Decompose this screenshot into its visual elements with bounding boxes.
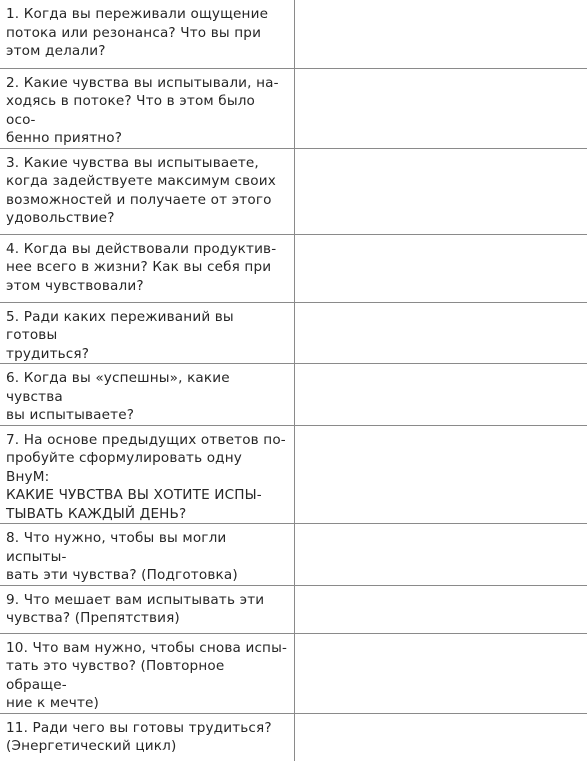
question-cell <box>0 68 295 148</box>
question-text: 7. На основе предыдущих ответов по- пробуйте сформулировать одну ВнуМ: КАКИЕ ЧУВСТВА ВЫ ХОТИТЕ ИСПЫ- ТЫВАТЬ КАЖДЫЙ ДЕНЬ? <box>0 426 294 524</box>
question-cell <box>0 234 295 302</box>
answer-cell[interactable] <box>295 425 587 524</box>
question-cell <box>0 302 295 364</box>
question-text: 4. Когда вы действовали продуктив- нее всего в жизни? Как вы себя при этом чувствовали? <box>0 235 294 296</box>
table-row <box>0 302 587 364</box>
table-row <box>0 633 587 713</box>
table-row <box>0 234 587 302</box>
table-row <box>0 425 587 524</box>
answer-cell[interactable] <box>295 713 587 761</box>
question-text: 2. Какие чувства вы испытывали, на- ходясь в потоке? Что в этом было осо- бенно приятно? <box>0 69 294 148</box>
question-text: 8. Что нужно, чтобы вы могли испыты- вать эти чувства? (Подготовка) <box>0 524 294 585</box>
question-cell <box>0 425 295 524</box>
question-text: 3. Какие чувства вы испытываете, когда задействуете максимум своих возможностей и получаете от этого удовольствие? <box>0 149 294 228</box>
question-cell <box>0 0 295 68</box>
question-cell <box>0 364 295 426</box>
table-row <box>0 0 587 68</box>
answer-cell[interactable] <box>295 633 587 713</box>
table-row <box>0 524 587 586</box>
answer-cell[interactable] <box>295 0 587 68</box>
question-text: 9. Что мешает вам испытывать эти чувства? (Препятствия) <box>0 586 294 628</box>
question-text: 5. Ради каких переживаний вы готовы трудиться? <box>0 303 294 364</box>
question-text: 6. Когда вы «успешны», какие чувства вы испытываете? <box>0 364 294 425</box>
table-row <box>0 713 587 761</box>
table-row <box>0 68 587 148</box>
question-cell <box>0 148 295 234</box>
question-text: 10. Что вам нужно, чтобы снова испы- тать это чувство? (Повторное обраще- ние к мечте) <box>0 634 294 713</box>
answer-cell[interactable] <box>295 234 587 302</box>
table-row <box>0 364 587 426</box>
answer-cell[interactable] <box>295 364 587 426</box>
answer-cell[interactable] <box>295 524 587 586</box>
question-cell <box>0 633 295 713</box>
question-cell <box>0 524 295 586</box>
question-cell <box>0 713 295 761</box>
table-row <box>0 585 587 633</box>
question-cell <box>0 585 295 633</box>
question-text: 11. Ради чего вы готовы трудиться? (Энергетический цикл) <box>0 714 294 756</box>
answer-cell[interactable] <box>295 68 587 148</box>
answer-cell[interactable] <box>295 148 587 234</box>
answer-cell[interactable] <box>295 302 587 364</box>
answer-cell[interactable] <box>295 585 587 633</box>
question-text: 1. Когда вы переживали ощущение потока или резонанса? Что вы при этом делали? <box>0 0 294 61</box>
table-row <box>0 148 587 234</box>
